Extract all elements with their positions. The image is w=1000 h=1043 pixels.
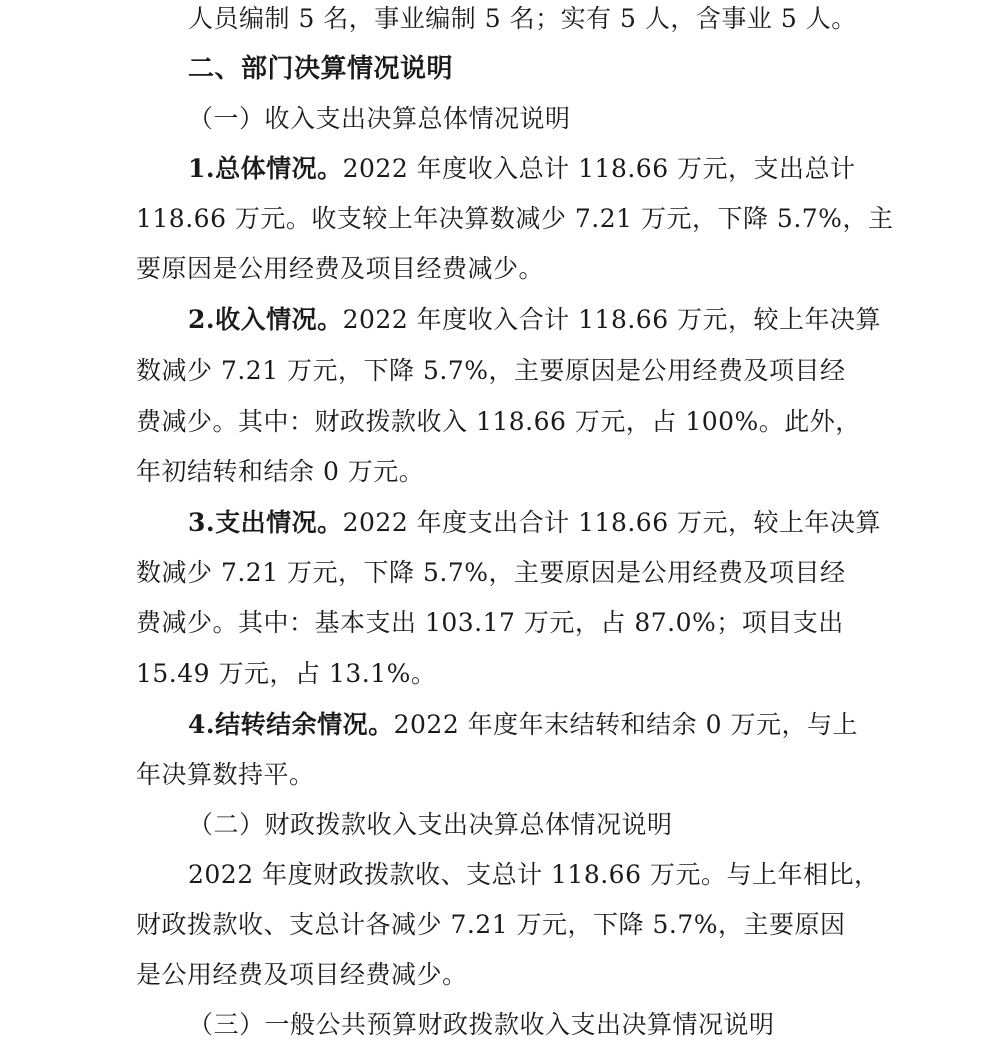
paragraph-income-line-2	[136, 354, 846, 388]
carryover-text-2: 年决算数持平。	[136, 760, 315, 789]
paragraph-income-line-1	[188, 303, 881, 337]
paragraph-staffing	[188, 2, 857, 36]
paragraph-carryover-line-1	[188, 708, 858, 742]
section-heading-2	[188, 52, 453, 86]
income-text-4: 年初结转和结余 0 万元。	[136, 457, 425, 486]
carryover-text-1: 2022 年度年末结转和结余 0 万元，与上	[393, 710, 858, 739]
overall-text-1: 2022 年度收入总计 118.66 万元，支出总计	[342, 154, 856, 183]
carryover-lead: 4.结转结余情况。	[188, 710, 394, 739]
expense-text-1: 2022 年度支出合计 118.66 万元，较上年决算	[342, 508, 882, 537]
paragraph-fiscal-line-3	[136, 958, 468, 992]
income-lead: 2.收入情况。	[188, 305, 343, 334]
income-text-1: 2022 年度收入合计 118.66 万元，较上年决算	[342, 305, 882, 334]
paragraph-overall-line-3	[136, 252, 544, 286]
paragraph-expense-line-3	[136, 606, 844, 640]
subheading-2	[188, 808, 673, 842]
subheading-3-text: （三）一般公共预算财政拨款收入支出决算情况说明	[188, 1010, 775, 1039]
subheading-1-text: （一）收入支出决算总体情况说明	[188, 104, 571, 133]
subheading-1	[188, 102, 571, 136]
income-text-2: 数减少 7.21 万元，下降 5.7%，主要原因是公用经费及项目经	[136, 356, 846, 385]
expense-text-2: 数减少 7.21 万元，下降 5.7%，主要原因是公用经费及项目经	[136, 558, 846, 587]
overall-text-3: 要原因是公用经费及项目经费减少。	[136, 254, 545, 283]
paragraph-overall-line-1	[188, 152, 856, 186]
income-text-3: 费减少。其中：财政拨款收入 118.66 万元，占 100%。此外，	[136, 407, 861, 436]
fiscal-text-1: 2022 年度财政拨款收、支总计 118.66 万元。与上年相比，	[188, 860, 880, 889]
paragraph-income-line-4	[136, 455, 424, 489]
paragraph-fiscal-line-1	[188, 858, 879, 892]
subheading-3	[188, 1008, 775, 1042]
overall-lead: 1.总体情况。	[188, 154, 343, 183]
fiscal-text-2: 财政拨款收、支总计各减少 7.21 万元，下降 5.7%，主要原因	[136, 910, 846, 939]
expense-lead: 3.支出情况。	[188, 508, 343, 537]
staffing-text: 人员编制 5 名，事业编制 5 名；实有 5 人，含事业 5 人。	[188, 4, 857, 33]
paragraph-income-line-3	[136, 405, 861, 439]
fiscal-text-3: 是公用经费及项目经费减少。	[136, 960, 468, 989]
section-heading-2-text: 二、部门决算情况说明	[188, 54, 454, 84]
subheading-2-text: （二）财政拨款收入支出决算总体情况说明	[188, 810, 673, 839]
overall-text-2: 118.66 万元。收支较上年决算数减少 7.21 万元，下降 5.7%，主	[136, 204, 894, 233]
paragraph-expense-line-2	[136, 556, 846, 590]
paragraph-carryover-line-2	[136, 758, 315, 792]
expense-text-4: 15.49 万元，占 13.1%。	[136, 659, 437, 688]
paragraph-fiscal-line-2	[136, 908, 846, 942]
paragraph-overall-line-2	[136, 202, 893, 236]
paragraph-expense-line-1	[188, 506, 881, 540]
paragraph-expense-line-4	[136, 657, 436, 691]
expense-text-3: 费减少。其中：基本支出 103.17 万元，占 87.0%；项目支出	[136, 608, 844, 637]
